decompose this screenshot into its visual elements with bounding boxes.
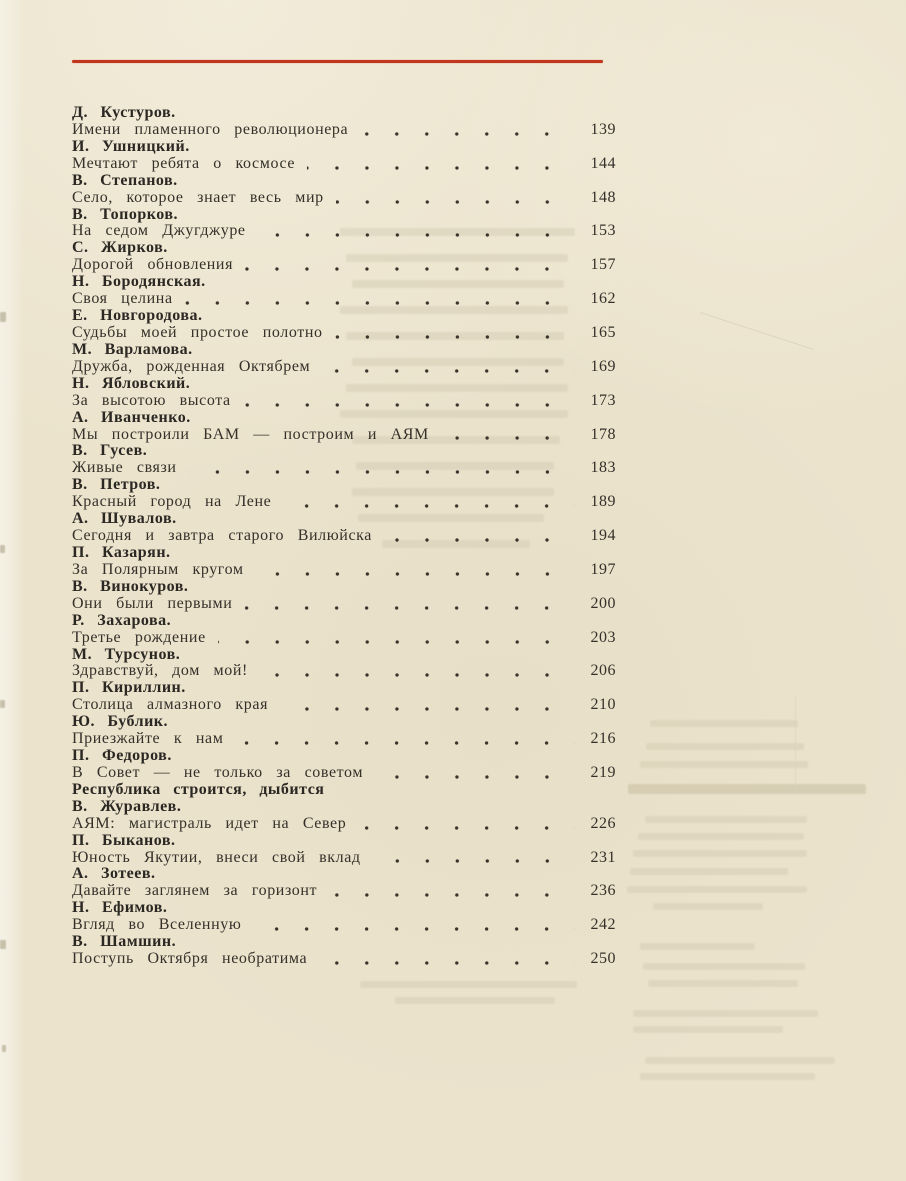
bleed-through-line xyxy=(645,1057,835,1064)
toc-title-line xyxy=(72,291,616,308)
toc-title-line xyxy=(72,816,616,833)
article-title: На седом Джугджуре xyxy=(72,222,246,240)
page-number: 210 xyxy=(590,696,616,714)
toc-author-line xyxy=(72,833,616,850)
page-number: 236 xyxy=(590,882,616,900)
toc-author-line xyxy=(72,342,616,359)
author-name: Е. Новгородова. xyxy=(72,307,203,325)
article-title: Поступь Октября необратима xyxy=(72,950,308,968)
toc-author-line xyxy=(72,207,616,224)
article-title: Юность Якутии, внеси свой вклад xyxy=(72,848,361,866)
page-number: 162 xyxy=(590,290,616,308)
article-title: Третье рождение xyxy=(72,628,206,646)
toc-author-line xyxy=(72,680,616,697)
bleed-through-line xyxy=(395,997,555,1004)
bleed-through-line xyxy=(628,784,866,794)
author-name: А. Зотеев. xyxy=(72,865,156,883)
bleed-through-line xyxy=(646,743,804,750)
bleed-through-line xyxy=(633,1010,818,1017)
page-number: 197 xyxy=(590,560,616,578)
toc-title-line xyxy=(72,731,616,748)
author-name: В. Гусев. xyxy=(72,442,148,460)
dot-leader xyxy=(243,403,575,407)
page-number: 194 xyxy=(590,527,616,545)
dot-leader xyxy=(258,233,575,237)
page-number: 206 xyxy=(590,662,616,680)
toc-title-line xyxy=(72,359,616,376)
toc-title-line xyxy=(72,257,616,274)
bleed-through-line xyxy=(360,981,577,988)
author-name: Н. Ябловский. xyxy=(72,374,191,392)
toc-title-line xyxy=(72,494,616,511)
article-title: За Полярным кругом xyxy=(72,560,244,578)
scan-speck xyxy=(0,700,5,708)
author-name: Д. Кустуров. xyxy=(72,104,176,121)
bleed-through-line xyxy=(633,1026,783,1033)
bleed-through-line xyxy=(648,980,798,987)
toc-author-line xyxy=(72,240,616,257)
dot-leader xyxy=(260,673,575,677)
toc-author-line xyxy=(72,443,616,460)
dot-leader xyxy=(283,504,575,508)
page-number: 226 xyxy=(590,814,616,832)
toc-title-line xyxy=(72,850,616,867)
article-title: Своя целина xyxy=(72,290,173,308)
toc-author-line xyxy=(72,934,616,951)
paper-scratch xyxy=(700,312,814,350)
article-title: Дорогой обновления xyxy=(72,256,234,274)
author-name: М. Варламова. xyxy=(72,340,193,358)
page-number: 169 xyxy=(590,357,616,375)
article-title: Столица алмазного края xyxy=(72,696,269,714)
page-number: 200 xyxy=(590,594,616,612)
toc-title-line xyxy=(72,917,616,934)
toc-title-line xyxy=(72,393,616,410)
bleed-through-line xyxy=(640,943,755,950)
page-number: 219 xyxy=(590,763,616,781)
toc-author-line xyxy=(72,647,616,664)
bleed-through-line xyxy=(633,850,807,857)
toc-author-line xyxy=(72,714,616,731)
toc-author-line xyxy=(72,274,616,291)
page-number: 148 xyxy=(590,188,616,206)
toc-author-line xyxy=(72,376,616,393)
article-title: За высотою высота xyxy=(72,391,231,409)
dot-leader xyxy=(335,335,575,339)
article-title: Мечтают ребята о космосе xyxy=(72,154,296,172)
bleed-through-line xyxy=(627,886,807,893)
dot-leader xyxy=(336,200,575,204)
dot-leader xyxy=(329,893,575,897)
author-name: П. Кириллин. xyxy=(72,679,186,697)
toc-title-line xyxy=(72,427,616,444)
page-number: 157 xyxy=(590,256,616,274)
dot-leader xyxy=(358,826,575,830)
author-name: Ю. Бублик. xyxy=(72,713,168,731)
toc-author-line xyxy=(72,579,616,596)
page-number: 242 xyxy=(590,916,616,934)
bleed-through-line xyxy=(645,816,807,823)
author-name: А. Иванченко. xyxy=(72,408,191,426)
dot-leader xyxy=(441,436,575,440)
bleed-through-line xyxy=(643,963,805,970)
author-name: И. Ушницкий. xyxy=(72,137,190,155)
toc-title-line xyxy=(72,883,616,900)
toc-author-line xyxy=(72,866,616,883)
page-number: 250 xyxy=(590,950,616,968)
toc-author-line xyxy=(72,748,616,765)
toc-title-line xyxy=(72,765,616,782)
toc-author-line xyxy=(72,308,616,325)
toc-title-line xyxy=(72,528,616,545)
article-title: Имени пламенного революционера xyxy=(72,120,349,138)
dot-leader xyxy=(280,707,575,711)
author-name: В. Шамшин. xyxy=(72,933,177,951)
dot-leader xyxy=(256,572,575,576)
author-name: А. Шувалов. xyxy=(72,510,177,528)
page-number: 178 xyxy=(590,425,616,443)
dot-leader xyxy=(307,166,575,170)
article-title: Село, которое знает весь мир xyxy=(72,188,324,206)
dot-leader xyxy=(253,927,575,931)
toc-author-line xyxy=(72,173,616,190)
page-number: 189 xyxy=(590,493,616,511)
article-title: Они были первыми xyxy=(72,594,233,612)
table-of-contents xyxy=(72,105,616,968)
toc-title-line xyxy=(72,562,616,579)
author-name: С. Жирков. xyxy=(72,239,168,257)
article-title: Давайте заглянем за горизонт xyxy=(72,882,318,900)
bleed-through-line xyxy=(638,833,804,840)
page-number: 231 xyxy=(590,848,616,866)
scan-speck xyxy=(0,545,5,553)
dot-leader xyxy=(322,369,575,373)
page-number: 144 xyxy=(590,154,616,172)
dot-leader xyxy=(245,267,575,271)
toc-author-line xyxy=(72,105,616,122)
red-header-rule xyxy=(72,60,603,63)
paper-crease xyxy=(795,695,796,795)
dot-leader xyxy=(185,301,575,305)
bleed-through-line xyxy=(640,761,808,768)
toc-author-line xyxy=(72,511,616,528)
toc-author-line xyxy=(72,900,616,917)
bleed-through-line xyxy=(640,1073,815,1080)
author-name: Р. Захарова. xyxy=(72,611,172,629)
toc-author-line xyxy=(72,545,616,562)
page-number: 139 xyxy=(590,120,616,138)
toc-title-line xyxy=(72,325,616,342)
author-name: В. Винокуров. xyxy=(72,577,189,595)
scan-speck xyxy=(0,940,6,949)
toc-title-line xyxy=(72,697,616,714)
dot-leader xyxy=(218,640,575,644)
author-name: В. Топорков. xyxy=(72,205,178,223)
author-name: Н. Бородянская. xyxy=(72,273,206,291)
article-title: Приезжайте к нам xyxy=(72,730,224,748)
bleed-through-line xyxy=(630,868,788,875)
dot-leader xyxy=(375,775,575,779)
article-title: Красный город на Лене xyxy=(72,493,272,511)
article-title: АЯМ: магистраль идет на Север xyxy=(72,814,347,832)
toc-title-line xyxy=(72,630,616,647)
article-title: Дружба, рожденная Октябрем xyxy=(72,357,311,375)
page-number: 165 xyxy=(590,323,616,341)
toc-title-line xyxy=(72,596,616,613)
toc-author-line xyxy=(72,139,616,156)
article-title: Здравствуй, дом мой! xyxy=(72,662,248,680)
author-name: В. Степанов. xyxy=(72,171,178,189)
toc-title-line xyxy=(72,223,616,240)
toc-section-heading xyxy=(72,782,616,799)
bleed-through-line xyxy=(653,903,763,910)
dot-leader xyxy=(235,741,575,745)
toc-author-line xyxy=(72,410,616,427)
bleed-through-line xyxy=(650,720,798,727)
toc-title-line xyxy=(72,460,616,477)
article-title: Мы построили БАМ — построим и АЯМ xyxy=(72,425,429,443)
author-name: Н. Ефимов. xyxy=(72,899,168,917)
author-name: П. Федоров. xyxy=(72,747,172,765)
toc-title-line xyxy=(72,190,616,207)
dot-leader xyxy=(384,538,575,542)
author-name: В. Петров. xyxy=(72,476,161,494)
toc-title-line xyxy=(72,156,616,173)
page-number: 173 xyxy=(590,391,616,409)
toc-title-line xyxy=(72,122,616,139)
dot-leader xyxy=(189,470,575,474)
section-heading-text: Республика строится, дыбится xyxy=(72,780,325,798)
author-name: М. Турсунов. xyxy=(72,645,181,663)
dot-leader xyxy=(373,859,575,863)
dot-leader xyxy=(360,132,575,136)
article-title: Сегодня и завтра старого Вилюйска xyxy=(72,527,372,545)
page-number: 153 xyxy=(590,222,616,240)
dot-leader xyxy=(319,961,575,965)
page-number: 216 xyxy=(590,730,616,748)
toc-title-line xyxy=(72,663,616,680)
toc-author-line xyxy=(72,799,616,816)
author-name: П. Быканов. xyxy=(72,831,176,849)
toc-author-line xyxy=(72,613,616,630)
scan-speck xyxy=(2,1045,6,1052)
scan-speck xyxy=(0,312,6,322)
toc-author-line xyxy=(72,477,616,494)
author-name: В. Журавлев. xyxy=(72,797,182,815)
article-title: Живые связи xyxy=(72,459,177,477)
article-title: Судьбы моей простое полотно xyxy=(72,323,323,341)
page-number: 183 xyxy=(590,459,616,477)
toc-title-line xyxy=(72,951,616,968)
dot-leader xyxy=(244,606,575,610)
article-title: Вгляд во Вселенную xyxy=(72,916,242,934)
author-name: П. Казарян. xyxy=(72,543,171,561)
page-number: 203 xyxy=(590,628,616,646)
article-title: В Совет — не только за советом xyxy=(72,763,364,781)
